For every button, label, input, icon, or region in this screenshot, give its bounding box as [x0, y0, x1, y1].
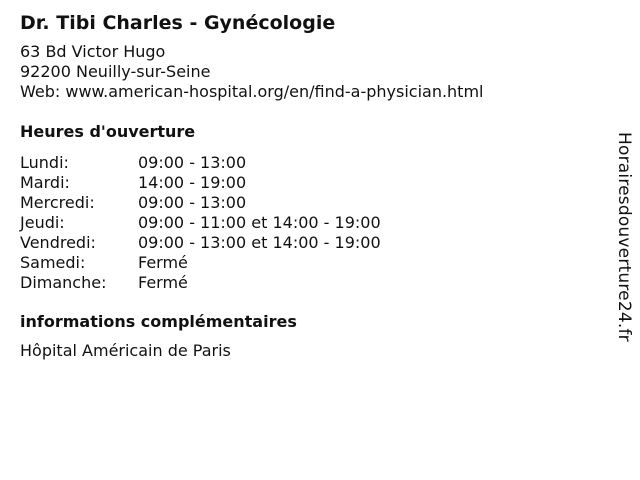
hours-row-lundi: [20, 153, 580, 173]
hours-value: Fermé: [138, 273, 188, 292]
day-label: Mardi:: [20, 173, 70, 192]
website-link[interactable]: Web: www.american-hospital.org/en/find-a-physician.html: [20, 82, 484, 101]
hours-value: 14:00 - 19:00: [138, 173, 247, 192]
hours-row-jeudi: [20, 213, 580, 233]
day-label: Dimanche:: [20, 273, 107, 292]
hours-row-mardi: [20, 173, 580, 193]
hours-row-dimanche: [20, 273, 580, 293]
practice-card: [20, 10, 580, 361]
hours-table: [20, 153, 580, 293]
hours-row-vendredi: [20, 233, 580, 253]
address-city: 92200 Neuilly-sur-Seine: [20, 62, 211, 81]
address-street: 63 Bd Victor Hugo: [20, 42, 166, 61]
site-brand-vertical[interactable]: Horairesdouverture24.fr: [614, 132, 634, 342]
hours-value: 09:00 - 13:00: [138, 193, 247, 212]
day-label: Samedi:: [20, 253, 86, 272]
day-label: Vendredi:: [20, 233, 96, 252]
info-heading: informations complémentaires: [20, 312, 297, 331]
hours-row-samedi: [20, 253, 580, 273]
info-text: Hôpital Américain de Paris: [20, 341, 231, 360]
hours-value: 09:00 - 13:00 et 14:00 - 19:00: [138, 233, 381, 252]
address-block: [20, 42, 580, 102]
hours-heading: Heures d'ouverture: [20, 122, 196, 141]
day-label: Jeudi:: [20, 213, 65, 232]
day-label: Mercredi:: [20, 193, 95, 212]
hours-row-mercredi: [20, 193, 580, 213]
hours-value: 09:00 - 11:00 et 14:00 - 19:00: [138, 213, 381, 232]
page-title: Dr. Tibi Charles - Gynécologie: [20, 12, 336, 34]
hours-value: 09:00 - 13:00: [138, 153, 247, 172]
day-label: Lundi:: [20, 153, 69, 172]
hours-value: Fermé: [138, 253, 188, 272]
